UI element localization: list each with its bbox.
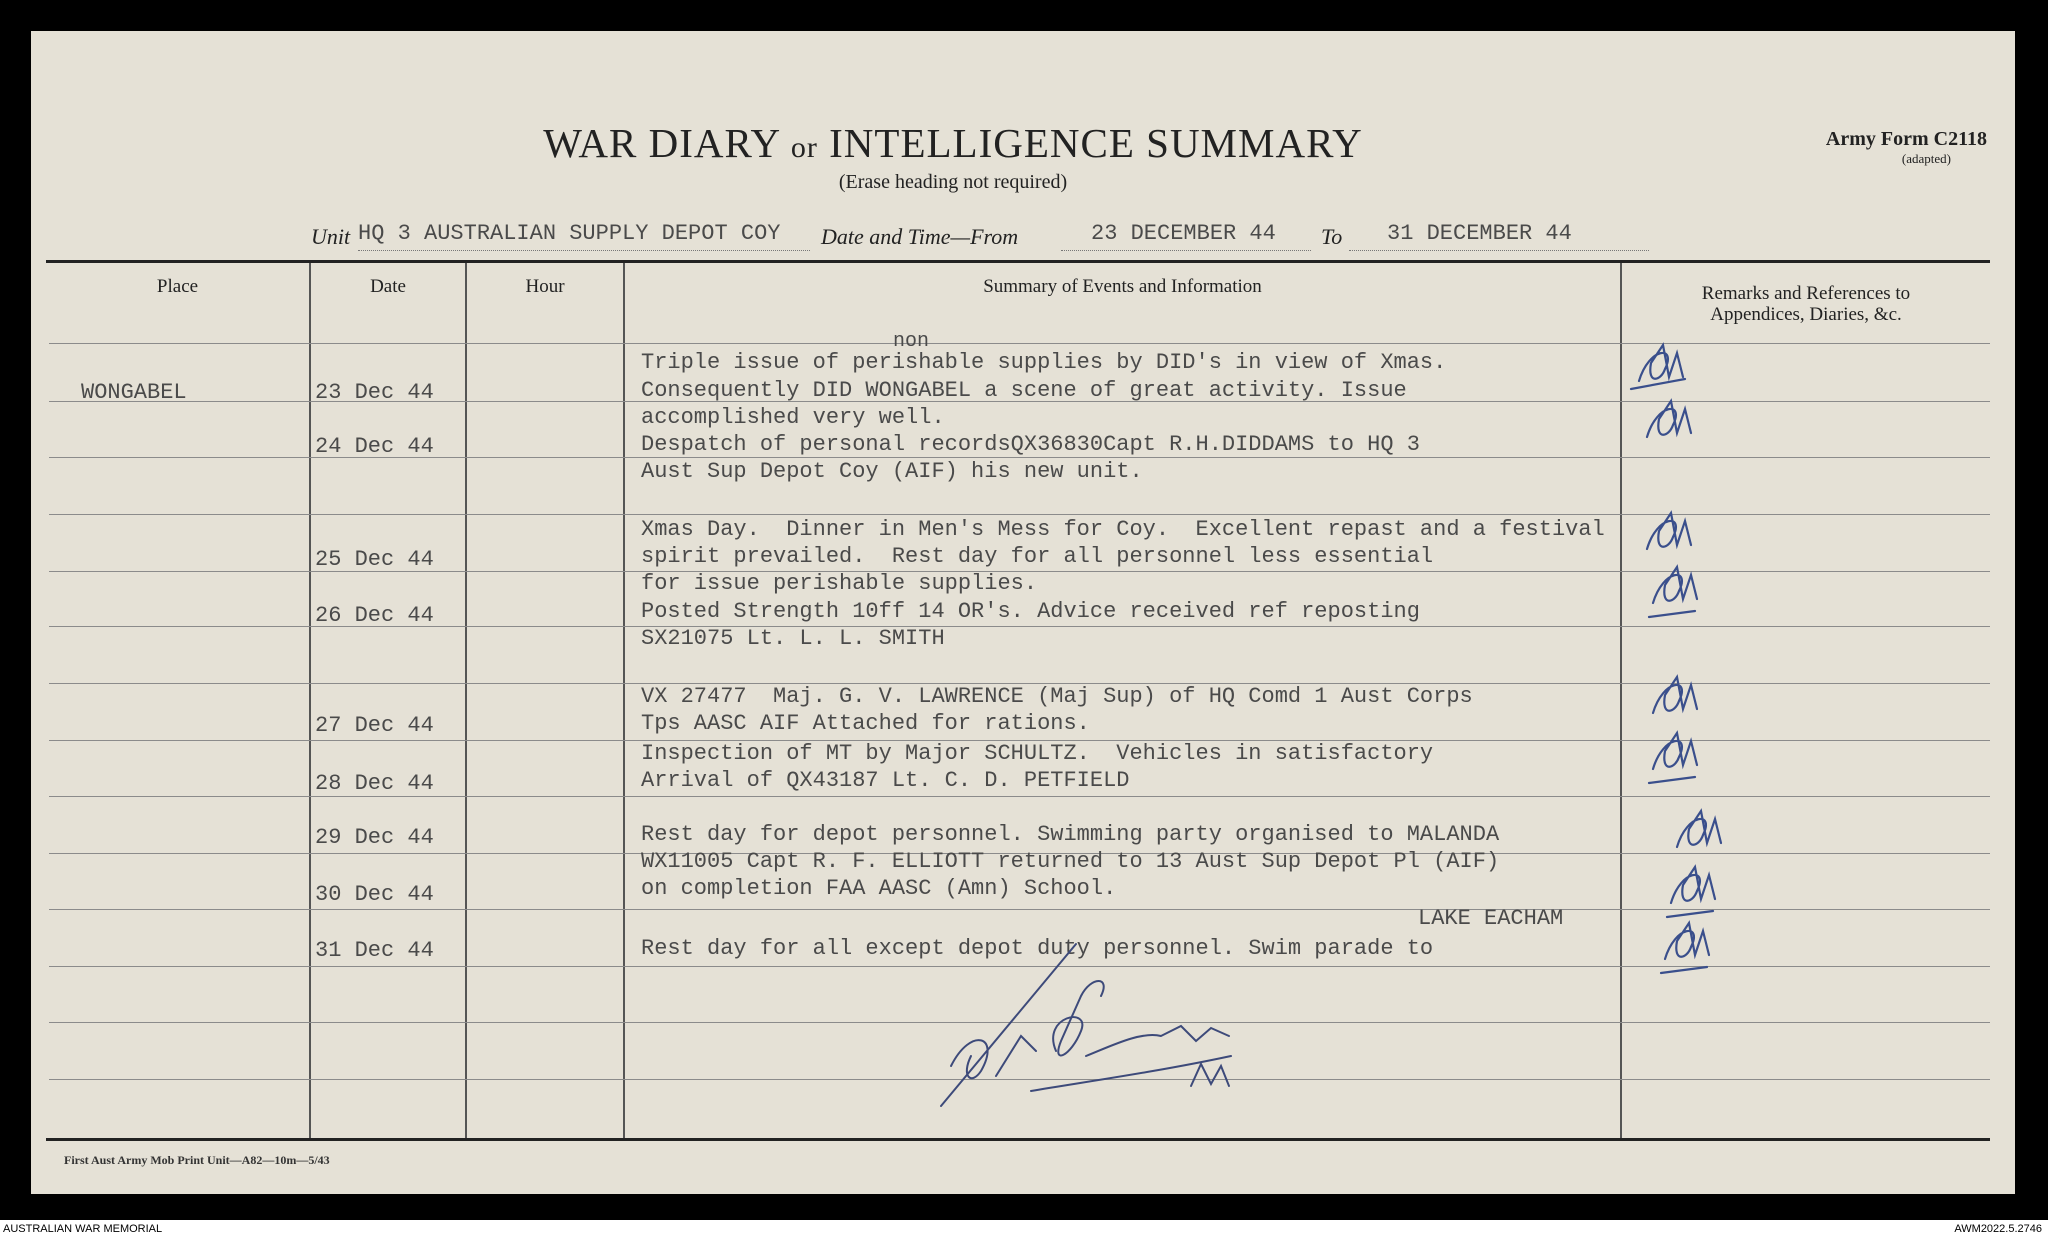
date-cell: 27 Dec 44 <box>315 713 434 738</box>
print-footer: First Aust Army Mob Print Unit—A82—10m—5/43 <box>64 1153 330 1167</box>
remarks-header-line2: Appendices, Diaries, &c. <box>1710 304 1902 325</box>
diary-page <box>31 31 2015 1194</box>
date-cell: 26 Dec 44 <box>315 603 434 628</box>
title-part1: WAR DIARY <box>543 120 780 166</box>
date-cell: 31 Dec 44 <box>315 938 434 963</box>
subtitle: (Erase heading not required) <box>838 171 1068 193</box>
summary-line: Xmas Day. Dinner in Men's Mess for Coy. Excellent repast and a festival <box>641 517 1605 542</box>
column-header-place: Place <box>156 276 199 297</box>
from-dotted-line <box>1061 250 1311 251</box>
column-header-date: Date <box>370 276 406 297</box>
summary-line: LAKE EACHAM <box>1418 906 1564 931</box>
remarks-initials <box>1621 341 1991 1021</box>
date-cell: 30 Dec 44 <box>315 882 434 907</box>
initials-mark <box>1649 567 1697 617</box>
summary-line: accomplished very well. <box>641 405 945 430</box>
unit-label: Unit <box>311 224 351 249</box>
summary-line: on completion FAA AASC (Amn) School. <box>641 876 1117 901</box>
initials-mark <box>1647 513 1691 549</box>
date-cell: 23 Dec 44 <box>315 380 434 405</box>
initials-mark <box>1653 677 1697 713</box>
summary-line: Posted Strength 10ff 14 OR's. Advice received ref reposting <box>641 599 1420 624</box>
summary-line: SX21075 Lt. L. L. SMITH <box>641 626 945 651</box>
date-cell: 24 Dec 44 <box>315 434 434 459</box>
column-header-hour: Hour <box>525 276 565 297</box>
signature-text: G.V. Lawrence <box>911 923 1008 940</box>
column-header-remarks <box>1622 283 1990 325</box>
credit-left: AUSTRALIAN WAR MEMORIAL <box>3 1223 163 1235</box>
table-bottom-rule <box>46 1138 1990 1141</box>
summary-line: Arrival of QX43187 Lt. C. D. PETFIELD <box>641 768 1130 793</box>
to-value: 31 DECEMBER 44 <box>1387 221 1572 246</box>
summary-line: spirit prevailed. Rest day for all personnel less essential <box>641 544 1434 569</box>
date-time-label: Date and Time—From <box>821 224 1019 249</box>
army-form-number: Army Form C2118 <box>1825 128 1987 150</box>
page-title <box>31 119 1875 167</box>
initials-mark <box>1661 923 1709 973</box>
summary-line: Rest day for all except depot duty personnel. Swim parade to <box>641 936 1434 961</box>
date-cell: 28 Dec 44 <box>315 771 434 796</box>
initials-mark <box>1667 867 1715 917</box>
column-divider <box>465 263 467 1138</box>
unit-dotted-line <box>358 250 810 251</box>
summary-line: Despatch of personal recordsQX36830Capt R.H.DIDDAMS to HQ 3 <box>641 432 1420 457</box>
summary-line: VX 27477 Maj. G. V. LAWRENCE (Maj Sup) of HQ Comd 1 Aust Corps <box>641 684 1473 709</box>
summary-line: Triple issue of perishable supplies by DID's in view of Xmas. <box>641 350 1447 375</box>
place-cell: WONGABEL <box>81 380 187 405</box>
signature-image <box>911 923 1271 1116</box>
unit-line <box>31 221 2015 257</box>
summary-line: Consequently DID WONGABEL a scene of great activity. Issue <box>641 378 1407 403</box>
initials-mark <box>1677 811 1721 847</box>
summary-line: Inspection of MT by Major SCHULTZ. Vehicles in satisfactory <box>641 741 1434 766</box>
column-divider <box>309 263 311 1138</box>
summary-line: Tps AASC AIF Attached for rations. <box>641 711 1090 736</box>
credit-right: AWM2022.5.2746 <box>1954 1223 2042 1235</box>
unit-value: HQ 3 AUSTRALIAN SUPPLY DEPOT COY <box>358 221 781 246</box>
initials-mark <box>1647 401 1691 437</box>
initials-mark <box>1649 733 1697 783</box>
column-divider <box>623 263 625 1138</box>
date-cell: 29 Dec 44 <box>315 825 434 850</box>
initials-mark <box>1631 345 1685 389</box>
table-top-rule <box>46 260 1990 263</box>
summary-line: WX11005 Capt R. F. ELLIOTT returned to 13 Aust Sup Depot Pl (AIF) <box>641 849 1500 874</box>
remarks-header-line1: Remarks and References to <box>1701 283 1911 304</box>
date-cell: 25 Dec 44 <box>315 547 434 572</box>
credit-strip <box>0 1220 2048 1238</box>
column-header-summary: Summary of Events and Information <box>983 276 1262 297</box>
army-form-sub: (adapted) <box>1901 151 1951 166</box>
title-or: or <box>790 131 818 164</box>
summary-line: for issue perishable supplies. <box>641 571 1038 596</box>
title-part2: INTELLIGENCE SUMMARY <box>829 120 1363 166</box>
summary-insert: non <box>893 330 930 353</box>
summary-line: Aust Sup Depot Coy (AIF) his new unit. <box>641 459 1143 484</box>
from-value: 23 DECEMBER 44 <box>1091 221 1276 246</box>
to-dotted-line <box>1349 250 1649 251</box>
summary-line: Rest day for depot personnel. Swimming party organised to MALANDA <box>641 822 1500 847</box>
to-label: To <box>1321 224 1343 249</box>
